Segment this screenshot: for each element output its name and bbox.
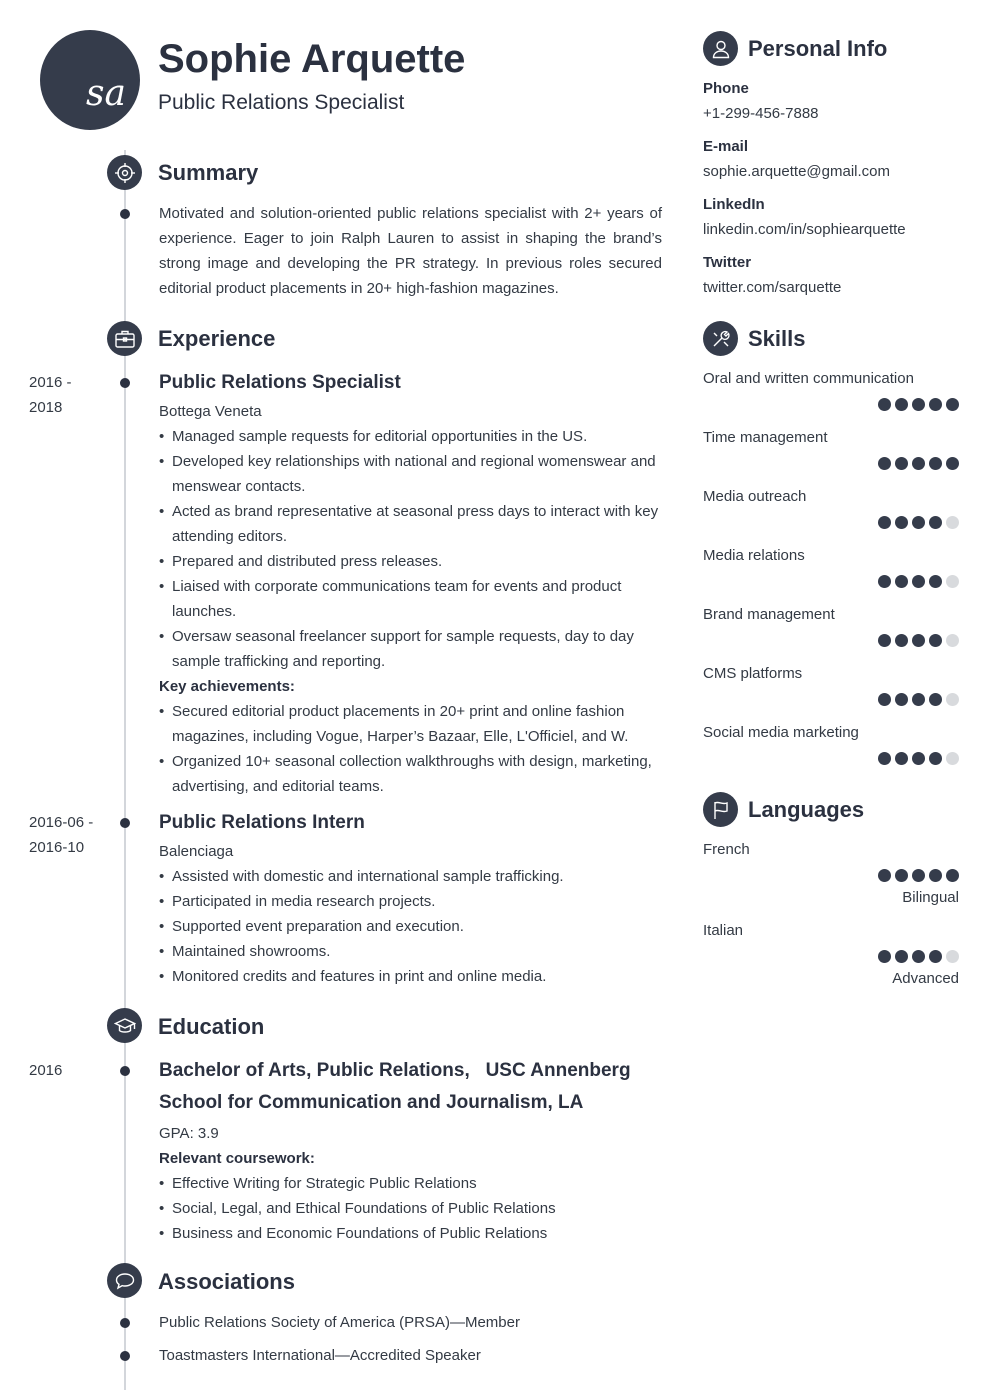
job-title: Public Relations Intern: [159, 812, 365, 833]
rating-dot-filled: [929, 634, 942, 647]
phone-label: Phone: [703, 80, 749, 97]
twitter-value: twitter.com/sarquette: [703, 279, 842, 296]
rating-dot-filled: [929, 398, 942, 411]
degree-title: Bachelor of Arts, Public Relations, USC Annenberg School for Communication and Journalism, LA: [159, 1060, 636, 1113]
list-item: • Social, Legal, and Ethical Foundations of Public Relations: [159, 1196, 664, 1221]
rating-dot-filled: [912, 869, 925, 882]
rating-dot-filled: [895, 869, 908, 882]
job-bullets: [159, 424, 664, 674]
list-item: • Assisted with domestic and international sample trafficking.: [159, 864, 664, 889]
list-item: • Acted as brand representative at seasonal press days to interact with key attending editors.: [159, 499, 664, 549]
rating-dot-empty: [946, 950, 959, 963]
graduation-cap-icon: [107, 1008, 142, 1043]
skill-name: Brand management: [703, 606, 835, 623]
rating-dot-filled: [929, 869, 942, 882]
rating-dot-empty: [946, 693, 959, 706]
personal-info-heading: Personal Info: [748, 36, 888, 61]
association-item: Toastmasters International—Accredited Speaker: [159, 1347, 481, 1364]
list-item: • Developed key relationships with national and regional womenswear and menswear contacts.: [159, 449, 664, 499]
education-heading: Education: [158, 1014, 265, 1039]
list-item: • Business and Economic Foundations of Public Relations: [159, 1221, 664, 1246]
skill-name: Oral and written communication: [703, 370, 914, 387]
avatar-initials: sa: [86, 73, 126, 114]
skill-rating: [878, 457, 959, 470]
list-item: • Participated in media research projects.: [159, 889, 664, 914]
rating-dot-filled: [878, 752, 891, 765]
candidate-title: Public Relations Specialist: [158, 91, 405, 114]
tools-icon: [703, 321, 738, 356]
phone-value: +1-299-456-7888: [703, 105, 819, 122]
rating-dot-filled: [946, 869, 959, 882]
skill-rating: [878, 516, 959, 529]
linkedin-label: LinkedIn: [703, 196, 765, 213]
rating-dot-filled: [912, 575, 925, 588]
timeline-dot: [120, 209, 130, 219]
rating-dot-filled: [895, 752, 908, 765]
rating-dot-filled: [878, 950, 891, 963]
timeline-dot: [120, 1351, 130, 1361]
language-name: French: [703, 841, 750, 858]
avatar: [40, 30, 140, 130]
rating-dot-empty: [946, 634, 959, 647]
timeline-dot: [120, 378, 130, 388]
rating-dot-filled: [912, 752, 925, 765]
skill-rating: [878, 398, 959, 411]
rating-dot-filled: [895, 398, 908, 411]
twitter-label: Twitter: [703, 254, 752, 271]
rating-dot-filled: [912, 634, 925, 647]
list-item: • Supported event preparation and execution.: [159, 914, 664, 939]
list-item: • Oversaw seasonal freelancer support for sample requests, day to day sample trafficking and reporting.: [159, 624, 664, 674]
skills-heading: Skills: [748, 326, 806, 351]
rating-dot-filled: [878, 634, 891, 647]
achievements-label: Key achievements:: [159, 678, 295, 695]
email-value: sophie.arquette@gmail.com: [703, 163, 890, 180]
list-item: • Monitored credits and features in print and online media.: [159, 964, 664, 989]
list-item: • Effective Writing for Strategic Public Relations: [159, 1171, 664, 1196]
email-label: E-mail: [703, 138, 749, 155]
job-title: Public Relations Specialist: [159, 372, 401, 393]
skill-name: Social media marketing: [703, 724, 859, 741]
job-company: Balenciaga: [159, 843, 234, 860]
list-item: • Liaised with corporate communications team for events and product launches.: [159, 574, 664, 624]
rating-dot-filled: [895, 516, 908, 529]
target-icon: [107, 155, 142, 190]
rating-dot-filled: [912, 693, 925, 706]
candidate-name: Sophie Arquette: [158, 37, 466, 81]
association-item: Public Relations Society of America (PRSA)—Member: [159, 1314, 520, 1331]
rating-dot-filled: [912, 950, 925, 963]
rating-dot-filled: [878, 693, 891, 706]
job-date: 2016-06 - 2016-10: [29, 814, 94, 856]
summary-heading: Summary: [158, 160, 259, 185]
rating-dot-empty: [946, 516, 959, 529]
rating-dot-filled: [878, 869, 891, 882]
briefcase-icon: [107, 321, 142, 356]
rating-dot-filled: [878, 575, 891, 588]
skill-name: Media relations: [703, 547, 805, 564]
achievement-bullets: [159, 699, 664, 799]
language-level: Bilingual: [902, 889, 959, 906]
language-name: Italian: [703, 922, 744, 939]
education-entry: [159, 1058, 664, 1246]
language-level: Advanced: [892, 970, 959, 987]
education-date: 2016: [29, 1062, 63, 1079]
job-entry: [159, 370, 664, 799]
language-rating: [878, 869, 959, 882]
rating-dot-filled: [878, 516, 891, 529]
rating-dot-empty: [946, 752, 959, 765]
list-item: • Organized 10+ seasonal collection walkthroughs with design, marketing, advertising, and editorial teams.: [159, 749, 664, 799]
skill-name: Media outreach: [703, 488, 807, 505]
skill-rating: [878, 634, 959, 647]
summary-text: Motivated and solution-oriented public relations specialist with 2+ years of experience. Eager to join Ralph Lauren to assist in shaping the brand’s strong image and developing the PR strategy. In previous roles secured editorial product placements in 20+ high-fashion magazines.: [159, 205, 662, 297]
rating-dot-filled: [929, 516, 942, 529]
linkedin-value: linkedin.com/in/sophiearquette: [703, 221, 906, 238]
rating-dot-filled: [895, 950, 908, 963]
person-icon: [703, 31, 738, 66]
job-bullets: [159, 864, 664, 989]
list-item: • Prepared and distributed press releases.: [159, 549, 664, 574]
job-entry: [159, 810, 664, 989]
timeline-dot: [120, 1066, 130, 1076]
experience-heading: Experience: [158, 326, 276, 351]
skill-rating: [878, 575, 959, 588]
rating-dot-filled: [895, 693, 908, 706]
rating-dot-filled: [895, 457, 908, 470]
rating-dot-filled: [929, 950, 942, 963]
coursework-list: [159, 1171, 664, 1246]
rating-dot-filled: [929, 457, 942, 470]
rating-dot-filled: [912, 398, 925, 411]
job-date: 2016 - 2018: [29, 374, 72, 416]
rating-dot-filled: [929, 752, 942, 765]
rating-dot-filled: [946, 398, 959, 411]
languages-heading: Languages: [748, 797, 865, 822]
rating-dot-filled: [929, 575, 942, 588]
skill-rating: [878, 752, 959, 765]
list-item: • Managed sample requests for editorial opportunities in the US.: [159, 424, 664, 449]
rating-dot-filled: [912, 457, 925, 470]
rating-dot-filled: [929, 693, 942, 706]
associations-heading: Associations: [158, 1269, 295, 1294]
skill-rating: [878, 693, 959, 706]
timeline-dot: [120, 1318, 130, 1328]
timeline-dot: [120, 818, 130, 828]
speech-bubble-icon: [107, 1263, 142, 1298]
rating-dot-filled: [912, 516, 925, 529]
skill-name: Time management: [703, 429, 828, 446]
gpa: GPA: 3.9: [159, 1125, 219, 1142]
list-item: • Maintained showrooms.: [159, 939, 664, 964]
rating-dot-filled: [895, 634, 908, 647]
flag-icon: [703, 792, 738, 827]
rating-dot-filled: [895, 575, 908, 588]
list-item: • Secured editorial product placements in 20+ print and online fashion magazines, including Vogue, Harper’s Bazaar, Elle, L'Officiel, and W.: [159, 699, 664, 749]
skill-name: CMS platforms: [703, 665, 803, 682]
coursework-label: Relevant coursework:: [159, 1150, 315, 1167]
job-company: Bottega Veneta: [159, 403, 262, 420]
rating-dot-filled: [946, 457, 959, 470]
language-rating: [878, 950, 959, 963]
rating-dot-filled: [878, 398, 891, 411]
rating-dot-filled: [878, 457, 891, 470]
rating-dot-empty: [946, 575, 959, 588]
